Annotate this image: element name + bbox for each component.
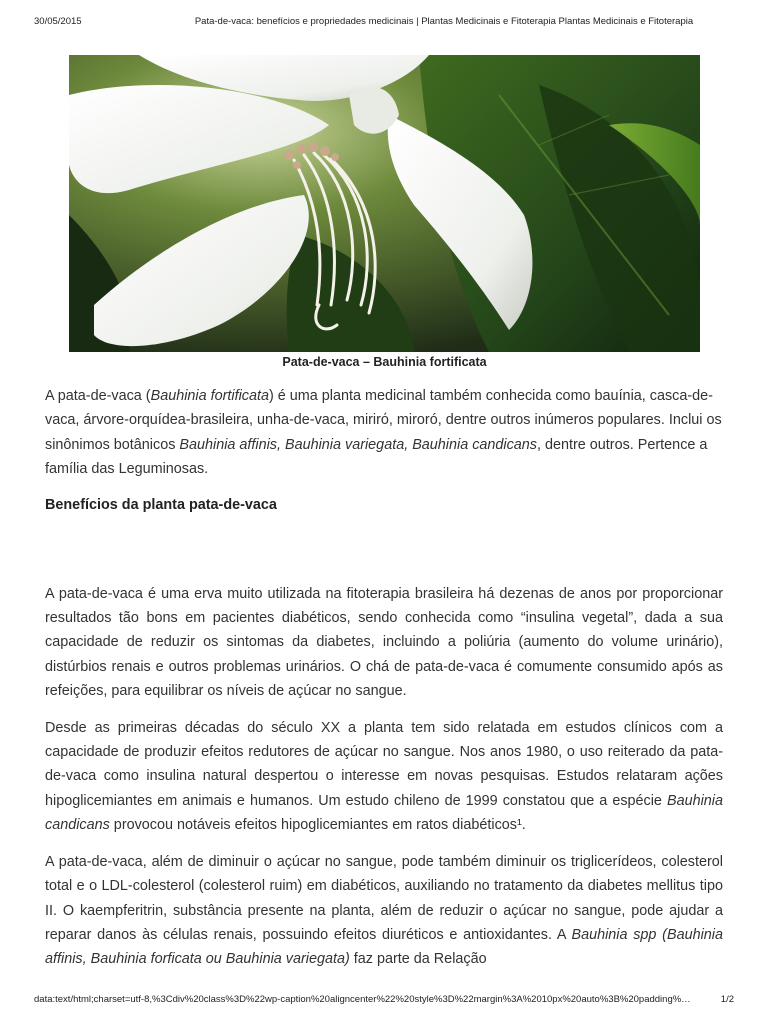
section-spacer	[45, 516, 723, 582]
intro-text-3: , dentre outros. Pertence a família das Leguminosas.	[45, 436, 708, 478]
print-page-title: Pata-de-vaca: benefícios e propriedades medicinais | Plantas Medicinais e Fitoterapia Plantas Medicinais e Fitoterapia	[194, 16, 694, 27]
paragraph-1: A pata-de-vaca é uma erva muito utilizada na fitoterapia brasileira há dezenas de anos por proporcionar resultados tão bons em pacientes diabéticos, sendo conhecida como “insulina vegetal”, dada a sua capacidade de reduzir os sintomas da diabetes, incluindo a poliúria (aumento do volume urinário), distúrbios renais e outros problemas urinários. O chá de pata-de-vaca é comumente consumido após as refeições, para equilibrar os níveis de açúcar no sangue.	[45, 585, 723, 700]
bauhinia-flower-image	[69, 55, 700, 352]
flower-photo	[69, 55, 700, 352]
figure-caption: Pata-de-vaca – Bauhinia fortificata	[282, 355, 487, 369]
intro-text-1: A pata-de-vaca (	[45, 388, 151, 404]
paragraph-2-italic: Bauhinia candicans	[45, 792, 723, 834]
page-number: 1/2	[720, 994, 734, 1005]
article-body	[45, 384, 723, 984]
intro-italic-2: Bauhinia affinis, Bauhinia variegata, Bauhinia candicans	[179, 436, 537, 453]
intro-italic-1: Bauhinia fortificata	[150, 388, 269, 404]
paragraph-3	[45, 850, 723, 972]
print-date: 30/05/2015	[34, 16, 82, 27]
intro-text-2: ) é uma planta medicinal também conhecida como bauínia, casca-de-vaca, árvore-orquídea-brasileira, unha-de-vaca, mirirό, miroró, dentre outros inúmeros populares. Inclui os sinônimos botânicos	[45, 388, 722, 453]
section-heading: Benefícios da planta pata-de-vaca	[45, 496, 277, 513]
print-footer	[34, 994, 734, 1008]
paragraph-2	[45, 716, 723, 838]
paragraph-3-text-1: A pata-de-vaca, além de diminuir o açúcar no sangue, pode também diminuir os triglicerídeos, colesterol total e o LDL-colesterol (colesterol ruim) em diabéticos, auxiliando no tratamento da diabetes mellitus tipo II. O kaempferitrin, substância presente na planta, além de reduzir o açúcar no sangue, pode ajudar a reparar danos às células renais, possuindo efeitos diuréticos e antioxidantes. A	[45, 853, 723, 943]
intro-paragraph	[45, 384, 723, 482]
paragraph-3-italic: Bauhinia spp (Bauhinia affinis, Bauhinia forficata ou Bauhinia variegata)	[45, 926, 723, 968]
print-header	[34, 16, 734, 30]
print-url: data:text/html;charset=utf-8,%3Cdiv%20class%3D%22wp-caption%20aligncenter%22%20style%3D%22margin%3A%2010px%20auto%3B%20padding%…	[34, 994, 691, 1005]
paragraph-3-text-2: faz parte da Relação	[349, 951, 487, 968]
paragraph-2-text-1: Desde as primeiras décadas do século XX a planta tem sido relatada em estudos clínicos com a capacidade de produzir efeitos redutores de açúcar no sangue. Nos anos 1980, o uso reiterado da pata-de-vaca como insulina natural despertou o interesse em novas pesquisas. Estudos relataram ações hipoglicemiantes em animais e humanos. Um estudo chileno de 1999 constatou que a espécie	[45, 719, 723, 809]
paragraph-2-text-2: provocou notáveis efeitos hipoglicemiantes em ratos diabéticos¹.	[109, 817, 526, 834]
